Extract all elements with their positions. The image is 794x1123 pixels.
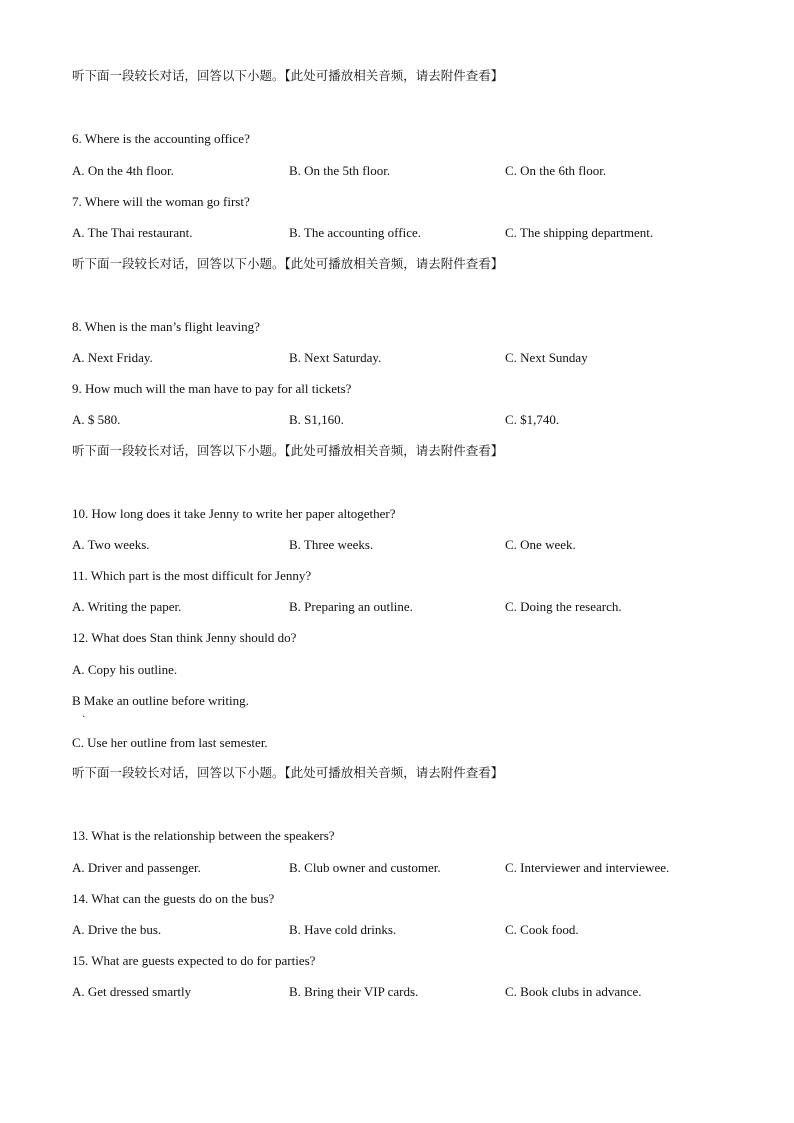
q10-option-b: B. Three weeks. [289, 537, 374, 552]
q9-option-b: B. S1,160. [289, 412, 344, 427]
q15-option-a: A. Get dressed smartly [72, 984, 192, 999]
question-7: 7. Where will the woman go first? [72, 194, 250, 209]
question-15: 15. What are guests expected to do for parties? [72, 953, 316, 968]
q9-option-c: C. $1,740. [505, 412, 560, 427]
q15-option-c: C. Book clubs in advance. [505, 984, 642, 999]
q13-option-c: C. Interviewer and interviewee. [505, 860, 670, 875]
question-14: 14. What can the guests do on the bus? [72, 891, 275, 906]
q8-option-a: A. Next Friday. [72, 350, 153, 365]
question-8: 8. When is the man’s flight leaving? [72, 319, 260, 334]
q7-option-c: C. The shipping department. [505, 225, 654, 240]
q11-option-c: C. Doing the research. [505, 599, 622, 614]
listening-instruction: 听下面一段较长对话，回答以下小题。【此处可播放相关音频，请去附件查看】 [72, 68, 504, 83]
q6-option-c: C. On the 6th floor. [505, 163, 607, 178]
q7-option-a: A. The Thai restaurant. [72, 225, 193, 240]
stray-dot: · [82, 712, 86, 723]
q8-option-b: B. Next Saturday. [289, 350, 382, 365]
q6-option-b: B. On the 5th floor. [289, 163, 391, 178]
q14-option-b: B. Have cold drinks. [289, 922, 397, 937]
listening-instruction: 听下面一段较长对话，回答以下小题。【此处可播放相关音频，请去附件查看】 [72, 443, 504, 458]
question-10: 10. How long does it take Jenny to write her paper altogether? [72, 506, 396, 521]
q7-option-b: B. The accounting office. [289, 225, 422, 240]
question-12: 12. What does Stan think Jenny should do? [72, 630, 297, 645]
q13-option-b: B. Club owner and customer. [289, 860, 441, 875]
question-6: 6. Where is the accounting office? [72, 131, 250, 146]
q12-option-a: A. Copy his outline. [72, 662, 178, 677]
question-9: 9. How much will the man have to pay for all tickets? [72, 381, 352, 396]
q14-option-a: A. Drive the bus. [72, 922, 162, 937]
q11-option-b: B. Preparing an outline. [289, 599, 413, 614]
q9-option-a: A. $ 580. [72, 412, 121, 427]
q12-option-c: C. Use her outline from last semester. [72, 735, 268, 750]
q10-option-a: A. Two weeks. [72, 537, 150, 552]
listening-instruction: 听下面一段较长对话，回答以下小题。【此处可播放相关音频，请去附件查看】 [72, 256, 504, 271]
listening-instruction: 听下面一段较长对话，回答以下小题。【此处可播放相关音频，请去附件查看】 [72, 765, 504, 780]
q8-option-c: C. Next Sunday [505, 350, 588, 365]
question-11: 11. Which part is the most difficult for Jenny? [72, 568, 312, 583]
q10-option-c: C. One week. [505, 537, 576, 552]
q15-option-b: B. Bring their VIP cards. [289, 984, 419, 999]
q6-option-a: A. On the 4th floor. [72, 163, 174, 178]
question-13: 13. What is the relationship between the speakers? [72, 828, 335, 843]
q13-option-a: A. Driver and passenger. [72, 860, 201, 875]
q12-option-b: B Make an outline before writing. [72, 693, 249, 708]
q11-option-a: A. Writing the paper. [72, 599, 182, 614]
q14-option-c: C. Cook food. [505, 922, 579, 937]
